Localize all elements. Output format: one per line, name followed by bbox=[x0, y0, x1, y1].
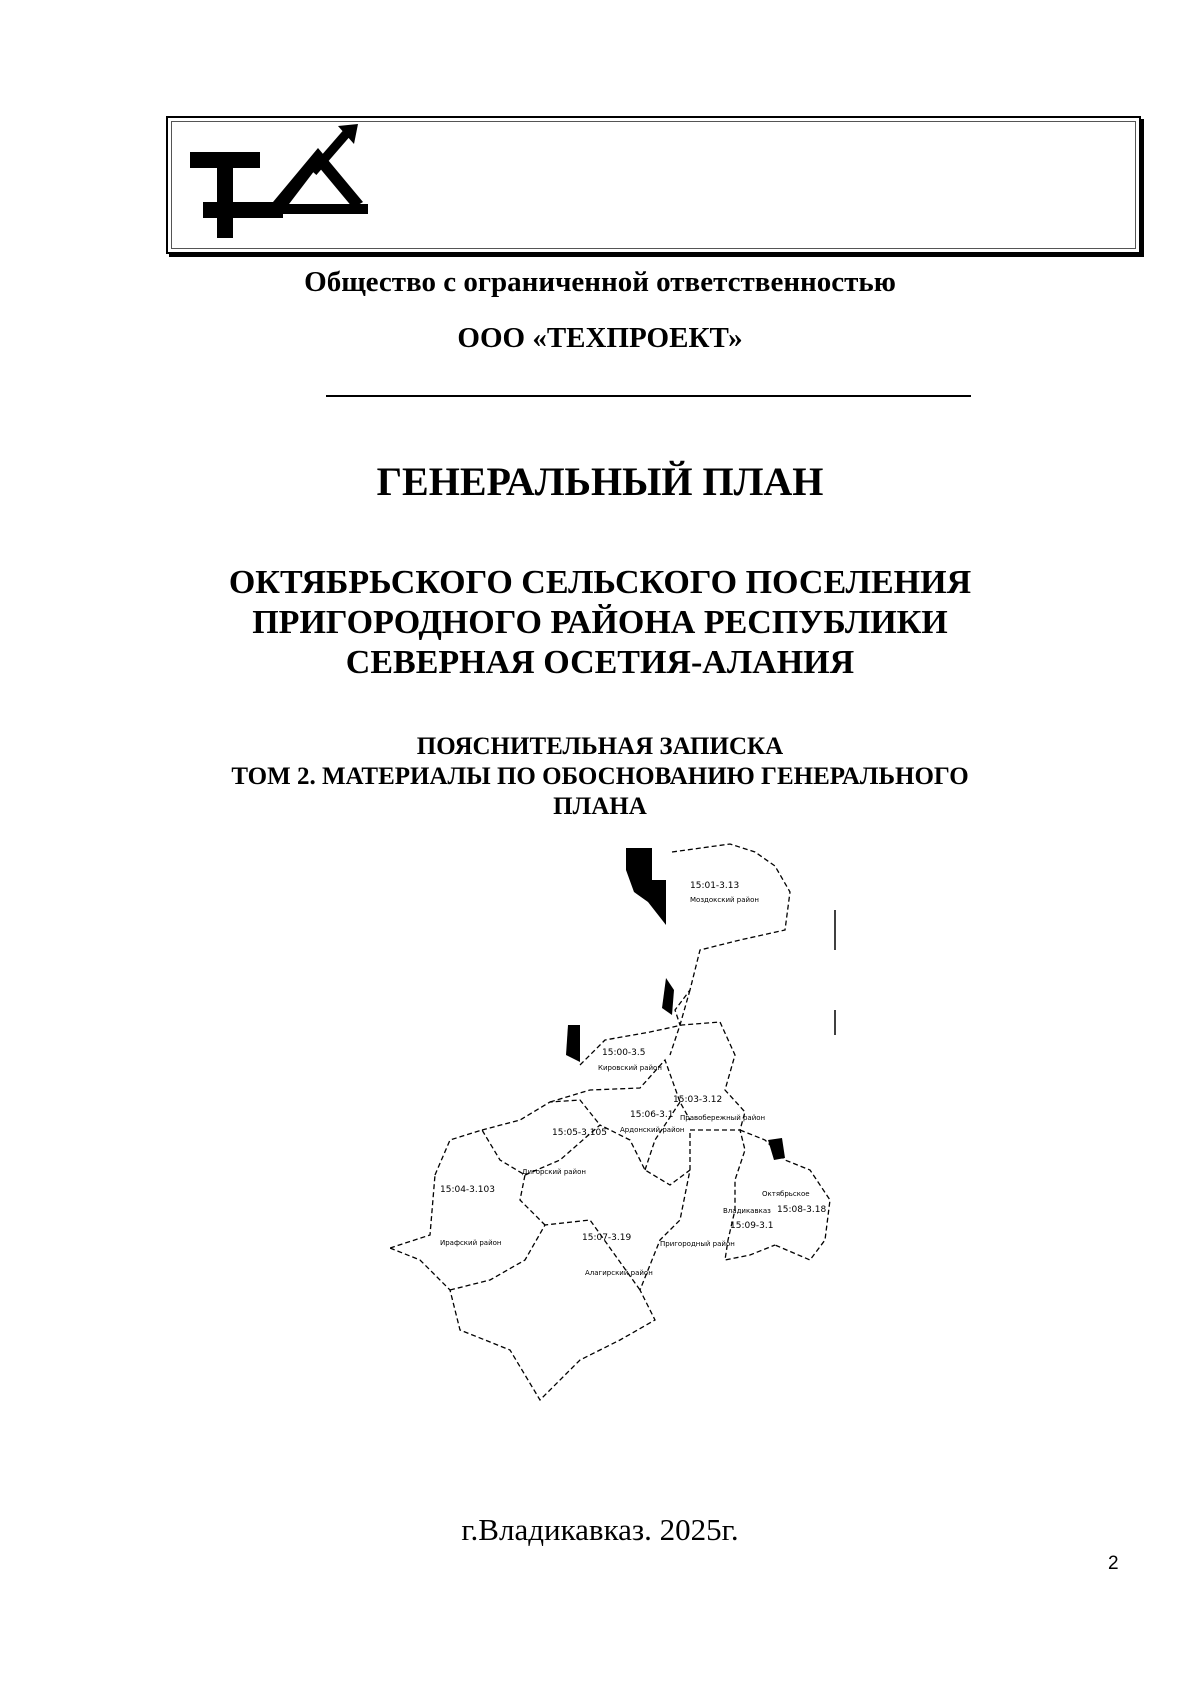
subtitle-line: ПОЯСНИТЕЛЬНАЯ ЗАПИСКА bbox=[416, 733, 784, 760]
page-number: 2 bbox=[1108, 1553, 1119, 1574]
organization-full-name: Общество с ограниченной ответственностью bbox=[304, 266, 896, 298]
settlement-name bbox=[0, 563, 1200, 683]
logo-frame bbox=[166, 116, 1141, 254]
subtitle-line: ТОМ 2. МАТЕРИАЛЫ ПО ОБОСНОВАНИЮ ГЕНЕРАЛЬНОГО bbox=[231, 763, 969, 790]
region-boundary bbox=[525, 1125, 690, 1185]
map-fill-oktyabrskoe bbox=[768, 1138, 785, 1160]
organization-short-name: ООО «ТЕХПРОЕКТ» bbox=[457, 322, 743, 354]
techproekt-logo-icon bbox=[178, 122, 378, 252]
region-code: 15:03-3.12 bbox=[673, 1095, 723, 1105]
region-name: Владикавказ bbox=[723, 1207, 771, 1215]
region-name: Правобережный район bbox=[680, 1114, 766, 1122]
region-code: 15:09-3.1 bbox=[730, 1221, 774, 1231]
region-code: 15:00-3.5 bbox=[602, 1048, 646, 1058]
divider bbox=[326, 395, 971, 397]
document-title: ГЕНЕРАЛЬНЫЙ ПЛАН bbox=[376, 459, 824, 504]
document-subtitle bbox=[0, 732, 1200, 822]
map-fill-corridor bbox=[662, 978, 674, 1015]
region-code: 15:04-3.103 bbox=[440, 1185, 495, 1195]
region-name: Ирафский район bbox=[440, 1239, 502, 1247]
region-name: Дигорский район bbox=[522, 1168, 586, 1176]
settlement-line: ПРИГОРОДНОГО РАЙОНА РЕСПУБЛИКИ bbox=[252, 604, 948, 641]
region-boundary bbox=[435, 1130, 545, 1225]
region-code: 15:01-3.13 bbox=[690, 881, 740, 891]
region-map bbox=[390, 840, 910, 1450]
region-code: 15:08-3.18 bbox=[777, 1205, 827, 1215]
settlement-line: ОКТЯБРЬСКОГО СЕЛЬСКОГО ПОСЕЛЕНИЯ bbox=[228, 564, 972, 601]
city-year: г.Владикавказ. 2025г. bbox=[461, 1512, 739, 1547]
region-name: Кировский район bbox=[598, 1064, 662, 1072]
region-name: Алагирский район bbox=[585, 1269, 653, 1277]
region-code: 15:05-3.105 bbox=[552, 1128, 607, 1138]
map-fill-kirovsky bbox=[566, 1025, 580, 1062]
map-fill-north bbox=[626, 848, 666, 925]
region-boundary bbox=[390, 1170, 690, 1400]
subtitle-line: ПЛАНА bbox=[553, 793, 647, 820]
region-code: 15:06-3.1 bbox=[630, 1110, 674, 1120]
region-name: Октябрьское bbox=[762, 1190, 810, 1198]
region-boundary bbox=[482, 1100, 600, 1130]
region-name: Моздокский район bbox=[690, 896, 759, 904]
region-code: 15:07-3.19 bbox=[582, 1233, 632, 1243]
settlement-line: СЕВЕРНАЯ ОСЕТИЯ-АЛАНИЯ bbox=[345, 644, 855, 681]
region-boundary bbox=[390, 1175, 435, 1248]
region-name: Ардонский район bbox=[620, 1126, 685, 1134]
region-name: Пригородный район bbox=[660, 1240, 735, 1248]
region-boundary bbox=[672, 844, 790, 1025]
region-boundary bbox=[450, 1220, 640, 1290]
